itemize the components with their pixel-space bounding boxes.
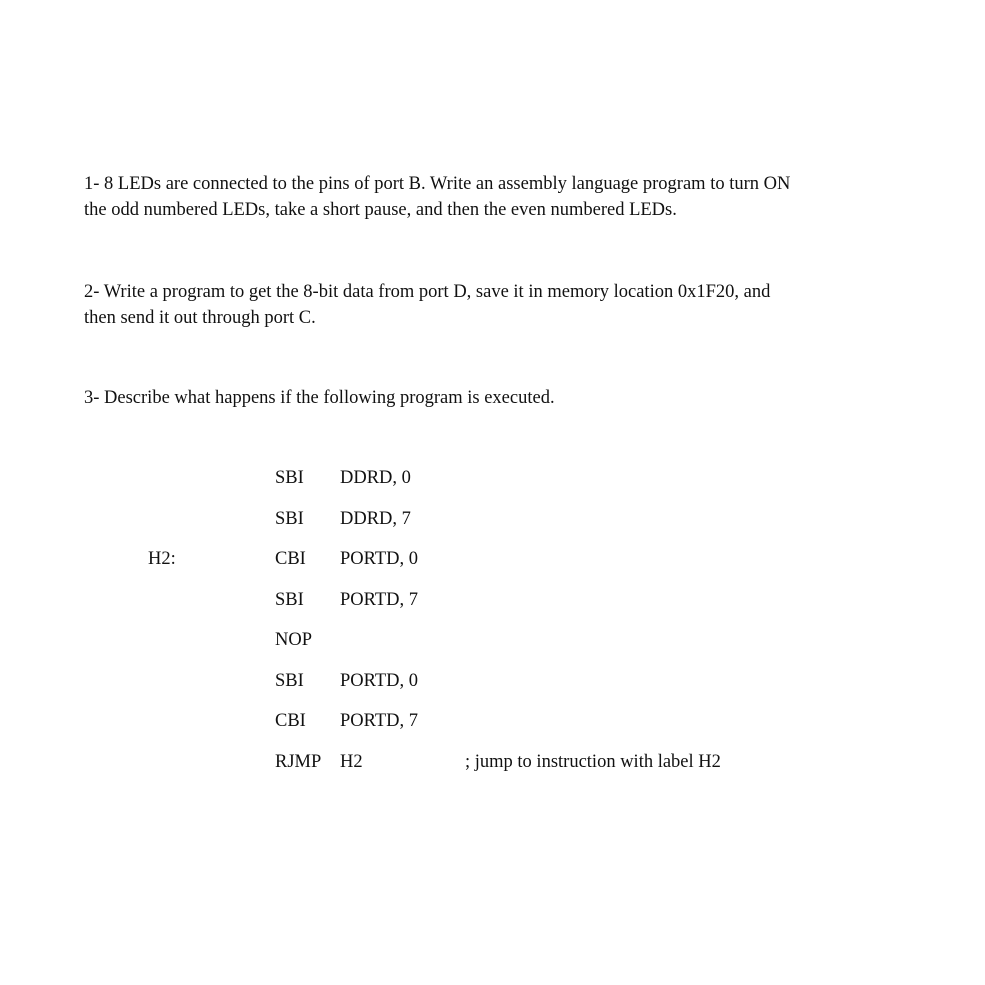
code-mnemonic: CBI: [275, 549, 306, 569]
code-operand: PORTD, 0: [340, 671, 419, 691]
question-3-line-1: 3- Describe what happens if the following program is executed.: [84, 388, 555, 408]
code-mnemonic: SBI: [275, 468, 304, 488]
code-operand: H2: [340, 752, 363, 772]
question-1-line-2: the odd numbered LEDs, take a short pause, and then the even numbered LEDs.: [84, 200, 677, 220]
question-2-line-1: 2- Write a program to get the 8-bit data from port D, save it in memory location 0x1F20, and: [84, 282, 771, 302]
question-1-line-1: 1- 8 LEDs are connected to the pins of port B. Write an assembly language program to turn ON: [84, 174, 791, 194]
code-comment: ; jump to instruction with label H2: [465, 752, 721, 772]
code-line: [0, 668, 985, 694]
code-mnemonic: RJMP: [275, 752, 322, 772]
code-label: H2:: [148, 549, 176, 569]
code-line: [0, 546, 985, 572]
code-mnemonic: NOP: [275, 630, 313, 650]
code-operand: DDRD, 7: [340, 509, 411, 529]
code-operand: PORTD, 0: [340, 549, 419, 569]
code-mnemonic: SBI: [275, 590, 304, 610]
code-operand: DDRD, 0: [340, 468, 411, 488]
code-mnemonic: SBI: [275, 509, 304, 529]
code-operand: PORTD, 7: [340, 711, 419, 731]
code-line: [0, 627, 985, 653]
code-line: [0, 506, 985, 532]
code-mnemonic: CBI: [275, 711, 306, 731]
code-line: [0, 587, 985, 613]
code-operand: PORTD, 7: [340, 590, 419, 610]
code-line: [0, 749, 985, 775]
question-2-line-2: then send it out through port C.: [84, 308, 316, 328]
code-line: [0, 465, 985, 491]
code-line: [0, 708, 985, 734]
code-mnemonic: SBI: [275, 671, 304, 691]
